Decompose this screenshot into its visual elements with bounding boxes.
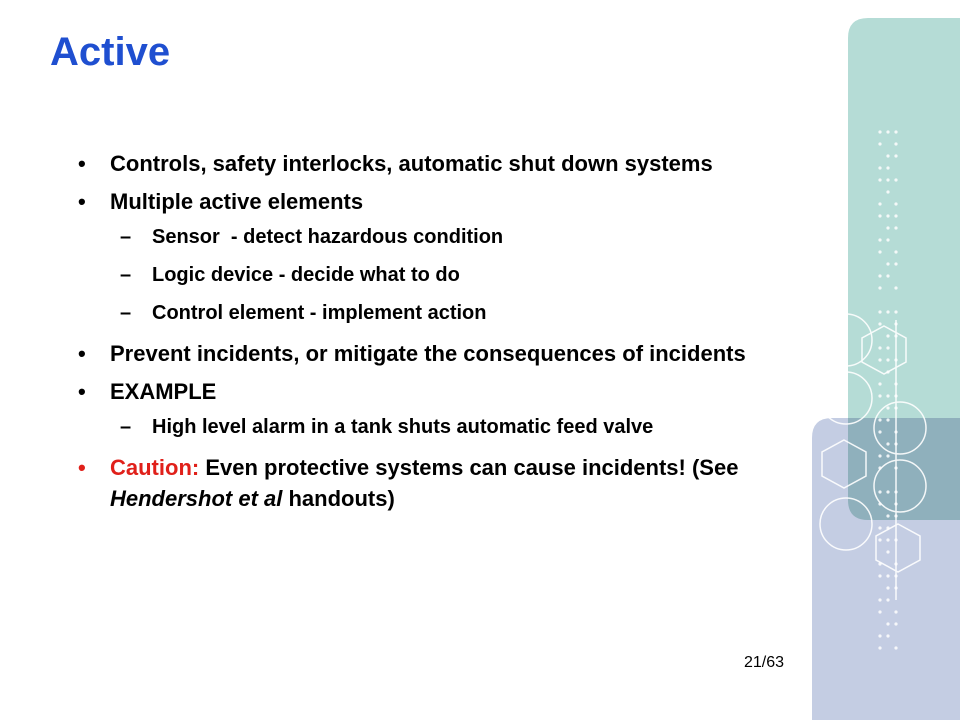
caution-text: Even protective systems can cause incidents! (See bbox=[199, 455, 739, 480]
bullet-item bbox=[76, 148, 806, 179]
bullet-text: Multiple active elements bbox=[110, 189, 364, 214]
overlap-panel bbox=[848, 418, 960, 520]
dash-marker: – bbox=[120, 416, 132, 438]
caution-label: Caution: bbox=[110, 455, 200, 480]
bullet-text: Controls, safety interlocks, automatic shut down systems bbox=[110, 151, 713, 176]
dash-marker: – bbox=[120, 264, 132, 286]
bullet-item bbox=[76, 376, 806, 407]
sub-bullet-text: Logic device - decide what to do bbox=[152, 264, 460, 286]
dash-marker: – bbox=[120, 302, 132, 324]
bullet-marker: • bbox=[78, 379, 86, 404]
sub-bullet-item bbox=[76, 414, 806, 440]
caution-bullet bbox=[76, 452, 806, 514]
sub-bullet-item bbox=[76, 262, 806, 288]
sub-bullet-item bbox=[76, 224, 806, 250]
sub-bullet-text: High level alarm in a tank shuts automatic feed valve bbox=[152, 416, 654, 438]
slide-title: Active bbox=[50, 30, 171, 74]
caution-citation: Hendershot et al bbox=[110, 486, 283, 511]
bullet-marker: • bbox=[78, 189, 86, 214]
sub-bullet-text: Sensor - detect hazardous condition bbox=[152, 226, 504, 248]
bullet-text: Prevent incidents, or mitigate the consequences of incidents bbox=[110, 341, 746, 366]
sub-bullet-text: Control element - implement action bbox=[152, 302, 487, 324]
slide-body bbox=[76, 148, 806, 521]
bullet-marker: • bbox=[78, 455, 86, 480]
page-number: 21/63 bbox=[744, 654, 785, 671]
bullet-item bbox=[76, 186, 806, 217]
bullet-marker: • bbox=[78, 341, 86, 366]
bullet-marker: • bbox=[78, 151, 86, 176]
dash-marker: – bbox=[120, 226, 132, 248]
bullet-text: EXAMPLE bbox=[110, 379, 217, 404]
caution-text-end: handouts) bbox=[282, 486, 395, 511]
bullet-item bbox=[76, 338, 806, 369]
sub-bullet-item bbox=[76, 300, 806, 326]
